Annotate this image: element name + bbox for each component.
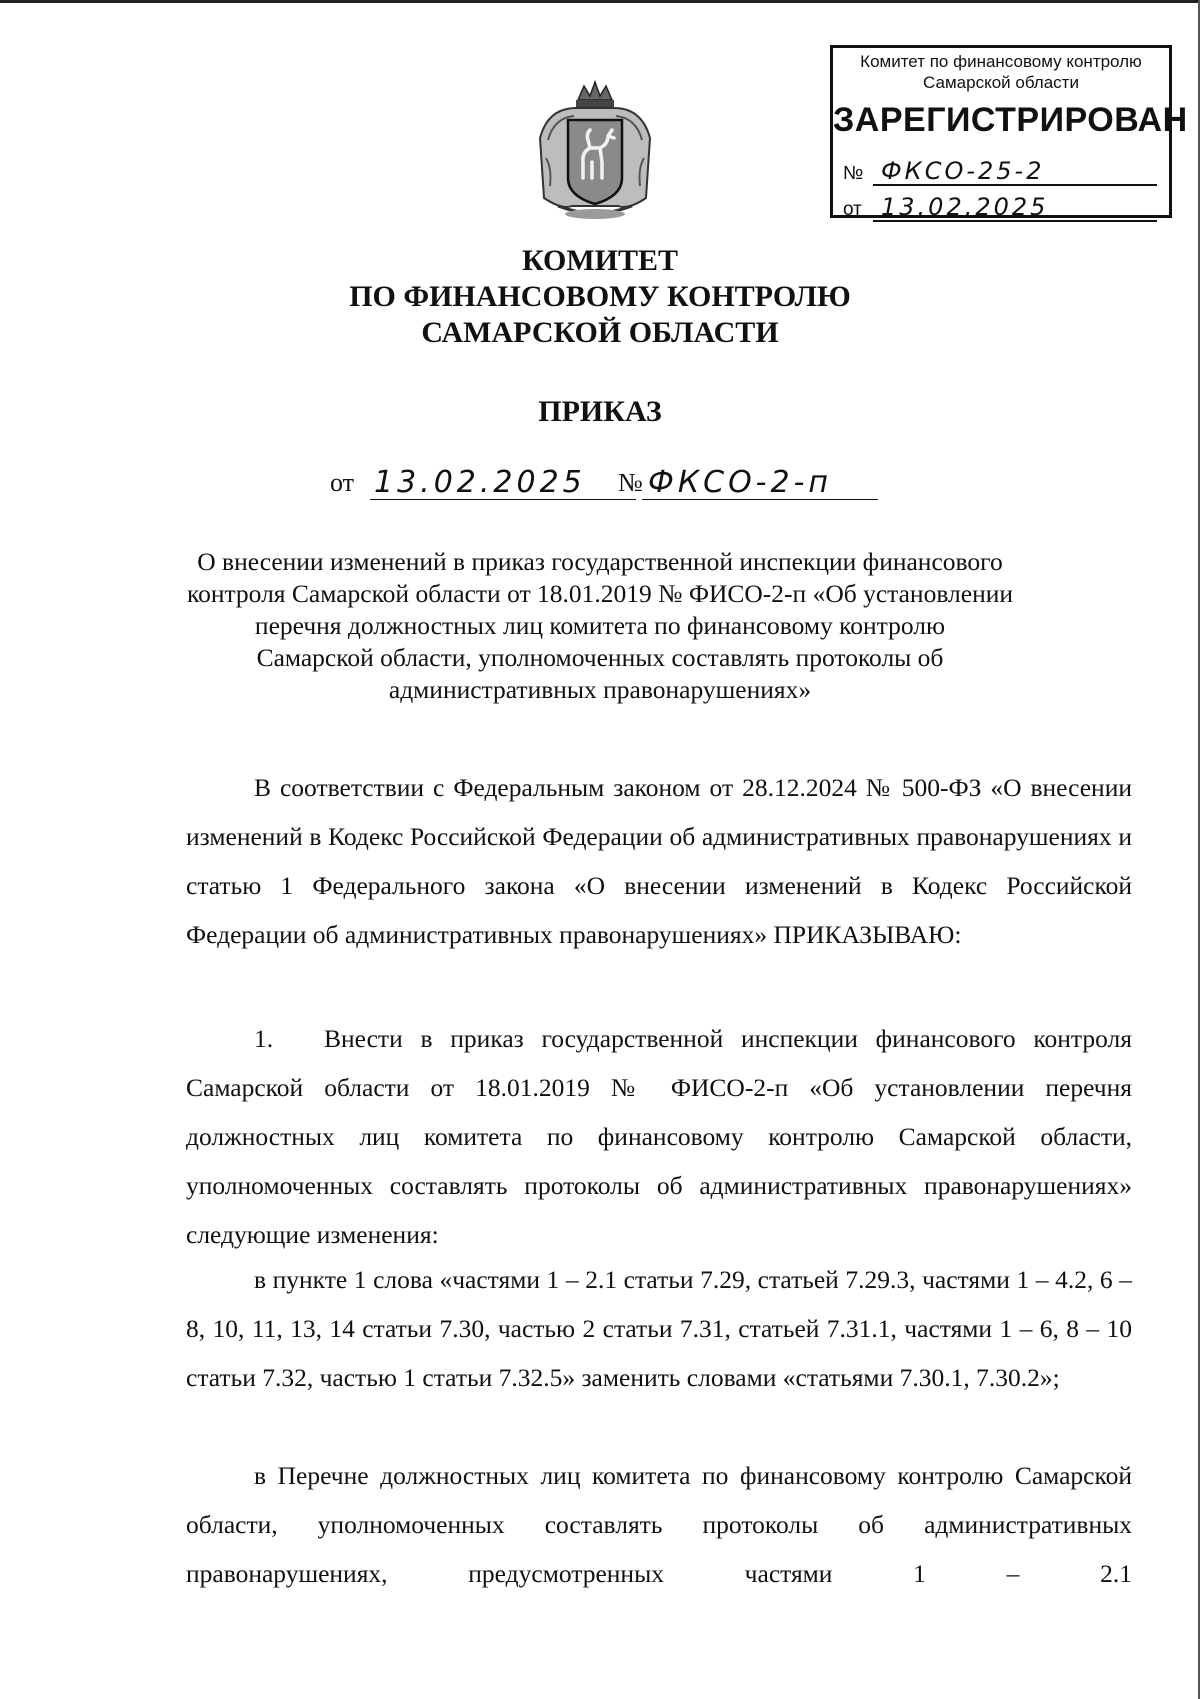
coat-of-arms-emblem [528,78,662,223]
stamp-number-label: № [843,163,864,184]
subject-line1: О внесении изменений в приказ государственной инспекции финансового [197,547,1003,576]
stamp-number-value: ФКСО-25-2 [881,157,1045,185]
order-date-value: 13.02.2025 [374,465,586,500]
organization-title [0,243,1200,351]
stamp-date-row [843,194,1157,224]
order-number-label: № [618,468,643,497]
subject-line5: административных правонарушениях» [388,675,812,704]
preamble-text: В соответствии с Федеральным законом от 28.12.2024 № 500-ФЗ «О внесении изменений в Кодекс Российской Федерации об административных правонарушениях и статью 1 Федерального закона «О внесении изменений в Кодекс Российской Федерации об административных правонарушениях» ПРИКАЗЫВАЮ: [186,773,1132,949]
org-line2: ПО ФИНАНСОВОМУ КОНТРОЛЮ [349,280,851,313]
subject-line4: Самарской области, уполномоченных составлять протоколы об [256,643,944,672]
stamp-date-value: 13.02.2025 [881,193,1049,221]
order-subject [0,546,1200,706]
stamp-status: ЗАРЕГИСТРИРОВАН [833,101,1188,139]
item1-paragraph [186,1014,1132,1259]
item1-sub1-paragraph [186,1255,1132,1402]
stamp-org-line1: Комитет по финансовому контролю [860,52,1142,71]
item1-sub2-paragraph [186,1451,1132,1598]
preamble-paragraph [186,763,1132,959]
subject-line3: перечня должностных лиц комитета по финансовому контролю [254,611,946,640]
subject-line2: контроля Самарской области от 18.01.2019 № ФИСО-2-п «Об установлении [186,579,1014,608]
org-line3: САМАРСКОЙ ОБЛАСТИ [421,316,779,349]
order-date-label: от [330,468,355,497]
registration-stamp [830,45,1188,221]
document-type: ПРИКАЗ [538,395,662,428]
stamp-org [833,51,1169,93]
item1-sub1-text: в пункте 1 слова «частями 1 – 2.1 статьи 7.29, статьей 7.29.3, частями 1 – 4.2, 6 – 8, 10, 11, 13, 14 статьи 7.30, частью 2 статьи 7.31, статьей 7.31.1, частями 1 – 6, 8 – 10 статьи 7.32, частью 1 статьи 7.32.5» заменить словами «статьями 7.30.1, 7.30.2»; [186,1265,1132,1392]
stamp-number-row [843,158,1157,188]
item1-sub2-text: в Перечне должностных лиц комитета по финансовому контролю Самарской области, уполномоченных составлять протоколы об административных правонарушениях, предусмотренных частями 1 – 2.1 [186,1461,1132,1588]
stamp-date-label: от [843,199,862,220]
item1-text: Внести в приказ государственной инспекции финансового контроля Самарской области от 18.01.2019 № ФИСО-2-п «Об установлении перечня должностных лиц комитета по финансовому контролю Самарской области, уполномоченных составлять протоколы об административных правонарушениях» следующие изменения: [186,1024,1132,1249]
order-number-value: ФКСО-2-п [648,465,833,500]
item1-number: 1. [254,1024,274,1053]
org-line1: КОМИТЕТ [521,244,679,277]
scan-edge-top [0,0,1200,3]
stamp-org-line2: Самарской области [923,73,1079,92]
